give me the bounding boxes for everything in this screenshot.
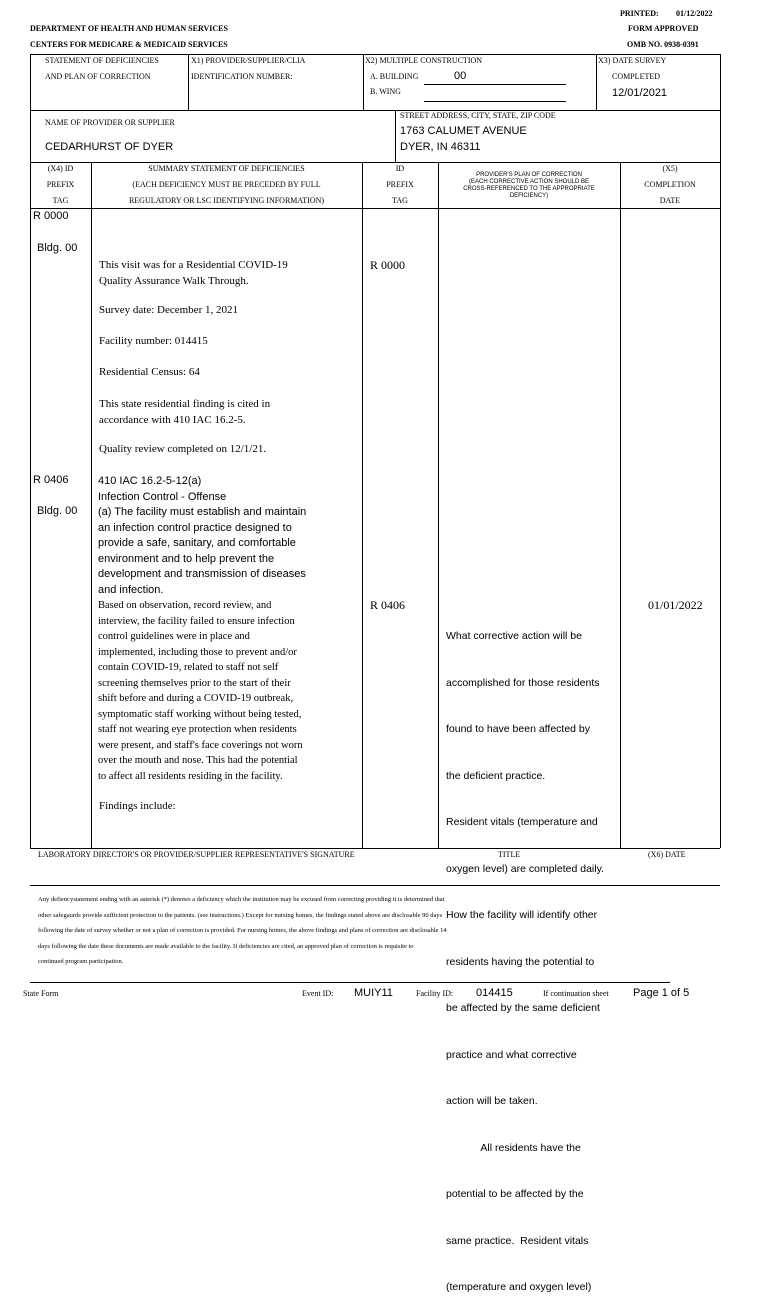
facility-id-label: Facility ID: [416, 989, 454, 998]
regulation-text: 410 IAC 16.2-5-12(a) Infection Control - Offense (a) The facility must establish and maintain an infection control practice designed to provide a safe, sanitary, and comfortable environment and to help prevent the development and transmission of diseases and infection. [98, 475, 307, 596]
building-tag-1: Bldg. 00 [37, 242, 78, 254]
x2-label: X2) MULTIPLE CONSTRUCTION [365, 56, 483, 65]
address-label: STREET ADDRESS, CITY, STATE, ZIP CODE [400, 111, 556, 120]
omb-number: OMB NO. 0938-0391 [627, 40, 699, 49]
statement-label-1: STATEMENT OF DEFICIENCIES [45, 56, 159, 65]
address-line-1: 1763 CALUMET AVENUE [400, 125, 527, 137]
facility-id-value: 014415 [476, 987, 513, 999]
x6-date-label: (X6) DATE [648, 850, 686, 859]
x4-header-1: (X4) ID [47, 164, 74, 173]
x4-header-3: TAG [52, 196, 69, 205]
finding-text: Based on observation, record review, and interview, the facility failed to ensure infection control guidelines were in place and implemented, including those to prevent and/or contain COVID-19, related to staff not self screening themselves prior to the start of their shift before and during a COVID-19 outbreak, symptomatic staff working without being tested, staff not wearing eye protection when residents were present, and staff's face coverings not worn over the mouth and nose. This had the potential to affect all residents residing in the facility. [98, 600, 303, 782]
printed-date: 01/12/2022 [676, 9, 713, 18]
title-label: TITLE [498, 850, 521, 859]
continuation-label: If continuation sheet [543, 989, 609, 998]
x1-label-1: X1) PROVIDER/SUPPLIER/CLIA [191, 56, 306, 65]
prefix-tag-2: R 0406 [33, 474, 69, 486]
event-id-value: MUIY11 [354, 987, 393, 999]
id-prefix-1: R 0000 [370, 258, 406, 272]
survey-date-line: Survey date: December 1, 2021 [99, 304, 238, 316]
event-id-label: Event ID: [302, 989, 334, 998]
address-line-2: DYER, IN 46311 [400, 141, 481, 153]
plan-header-2: (EACH CORRECTIVE ACTION SHOULD BE [468, 179, 590, 185]
page-number: Page 1 of 5 [633, 987, 690, 999]
x4-header-2: PREFIX [46, 180, 75, 189]
building-tag-2: Bldg. 00 [37, 505, 78, 517]
printed-label: PRINTED: [620, 9, 659, 18]
findings-include: Findings include: [99, 800, 176, 812]
plan-of-correction-text: What corrective action will be accomplished for those residents found to have been affected by the deficient practice. Resident vitals (temperature and oxygen level) are completed daily. How the facility will identify other residents having the potential to be affected by the same deficient practice and what corrective action will be taken. All residents have the potential to be affected by the same practice. Resident vitals (temperature and oxygen level) [446, 630, 604, 1293]
provider-name-label: NAME OF PROVIDER OR SUPPLIER [45, 118, 175, 127]
x3-label-1: X3) DATE SURVEY [598, 56, 667, 65]
cms-title: CENTERS FOR MEDICARE & MEDICAID SERVICES [30, 40, 228, 49]
disclaimer: Any defiencystatement ending with an asterisk (*) denotes a deficiency which the institution may be excused from correcting providing it is determined that other safegaurds provide sufficient protection to the patients. (see instructions.) Except for nursing homes, the findings stated above are disclosable 90 days following the date of survey whether or not a plan of correction is provided. For nursing homes, the above findings and plans of correction are disclosable 14 days following the date these documents are made available to the facility. If deficiencies are cited, an approved plan of correction is requisite to continued program participation. [38, 896, 447, 965]
x5-header-2: COMPLETION [644, 180, 696, 189]
state-form-label: State Form [23, 989, 59, 998]
prefix-tag-1: R 0000 [33, 210, 69, 222]
id-header-1: ID [395, 164, 405, 173]
completion-date: 01/01/2022 [648, 598, 703, 612]
summary-header-2: (EACH DEFICIENCY MUST BE PRECEDED BY FULL [132, 180, 321, 189]
summary-header-1: SUMMARY STATEMENT OF DEFICIENCIES [148, 164, 305, 173]
department-title: DEPARTMENT OF HEALTH AND HUMAN SERVICES [30, 24, 228, 33]
facility-number-line: Facility number: 014415 [99, 335, 208, 347]
plan-header-3: CROSS-REFERENCED TO THE APPROPRIATE [463, 186, 595, 192]
x1-label-2: IDENTIFICATION NUMBER: [191, 72, 293, 81]
quality-review-line: Quality review completed on 12/1/21. [99, 443, 267, 455]
statement-label-2: AND PLAN OF CORRECTION [45, 72, 151, 81]
x5-header-1: (X5) [662, 164, 678, 173]
id-prefix-2: R 0406 [370, 598, 406, 612]
form-approved: FORM APPROVED [628, 24, 699, 33]
summary-intro: This visit was for a Residential COVID-19 Quality Assurance Walk Through. [99, 259, 288, 287]
citation-line: This state residential finding is cited in accordance with 410 IAC 16.2-5. [99, 398, 271, 426]
survey-date-value: 12/01/2021 [612, 87, 668, 99]
x5-header-3: DATE [659, 196, 681, 205]
signature-label: LABORATORY DIRECTOR'S OR PROVIDER/SUPPLIER REPRESENTATIVE'S SIGNATURE [38, 850, 355, 859]
id-header-3: TAG [392, 196, 408, 205]
x3-label-2: COMPLETED [612, 72, 660, 81]
wing-label: B. WING [370, 87, 401, 96]
plan-header-1: PROVIDER'S PLAN OF CORRECTION [476, 172, 582, 178]
provider-name-value: CEDARHURST OF DYER [45, 141, 174, 153]
building-value: 00 [454, 70, 467, 82]
summary-header-3: REGULATORY OR LSC IDENTIFYING INFORMATION) [128, 196, 325, 205]
id-header-2: PREFIX [386, 180, 414, 189]
building-label: A. BUILDING [370, 72, 419, 81]
plan-header-4: DEFICIENCY) [509, 193, 549, 199]
census-line: Residential Census: 64 [99, 366, 200, 378]
